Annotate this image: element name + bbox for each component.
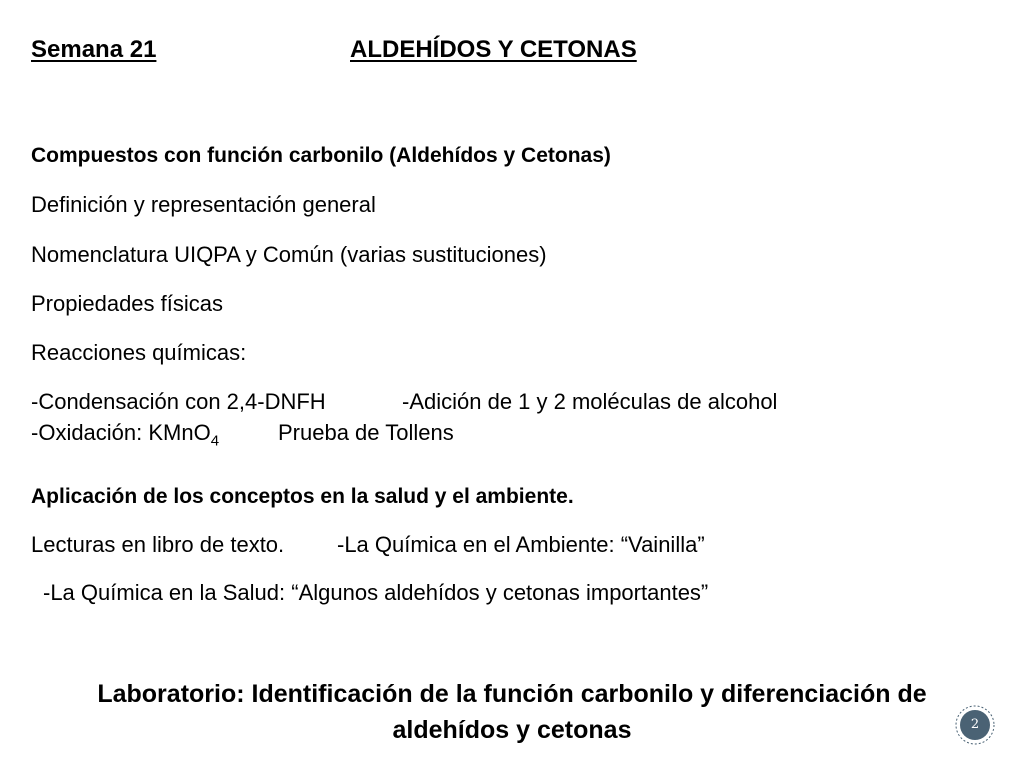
week-label: Semana 21 (31, 36, 157, 63)
lab-title (20, 676, 1004, 748)
topic-reactions: Reacciones químicas: (31, 340, 247, 365)
reaction-oxidation-subscript: 4 (210, 432, 220, 450)
reaction-oxidation-formula: -Oxidación: KMnO (31, 420, 211, 445)
topic-properties: Propiedades físicas (31, 291, 223, 316)
reading-health: -La Química en la Salud: “Algunos aldehídos y cetonas importantes” (43, 580, 709, 605)
reaction-oxidation (31, 420, 219, 449)
section-heading-carbonyl: Compuestos con función carbonilo (Aldehídos y Cetonas) (31, 144, 611, 167)
section-heading-application: Aplicación de los conceptos en la salud y el ambiente. (31, 485, 574, 508)
reading-environment: -La Química en el Ambiente: “Vainilla” (337, 532, 705, 557)
lab-title-line-1: Laboratorio: Identificación de la función carbonilo y diferenciación de (97, 680, 927, 708)
reaction-condensation: -Condensación con 2,4-DNFH (31, 389, 326, 414)
lab-title-line-2: aldehídos y cetonas (392, 716, 632, 744)
page-number-badge (955, 705, 995, 745)
reaction-tollens: Prueba de Tollens (278, 420, 454, 445)
page-title: ALDEHÍDOS Y CETONAS (350, 36, 637, 63)
reaction-addition: -Adición de 1 y 2 moléculas de alcohol (402, 389, 778, 414)
page-number: 2 (970, 717, 980, 732)
readings-label: Lecturas en libro de texto. (31, 532, 285, 557)
topic-nomenclature: Nomenclatura UIQPA y Común (varias sustituciones) (31, 242, 547, 267)
topic-definition: Definición y representación general (31, 192, 376, 217)
